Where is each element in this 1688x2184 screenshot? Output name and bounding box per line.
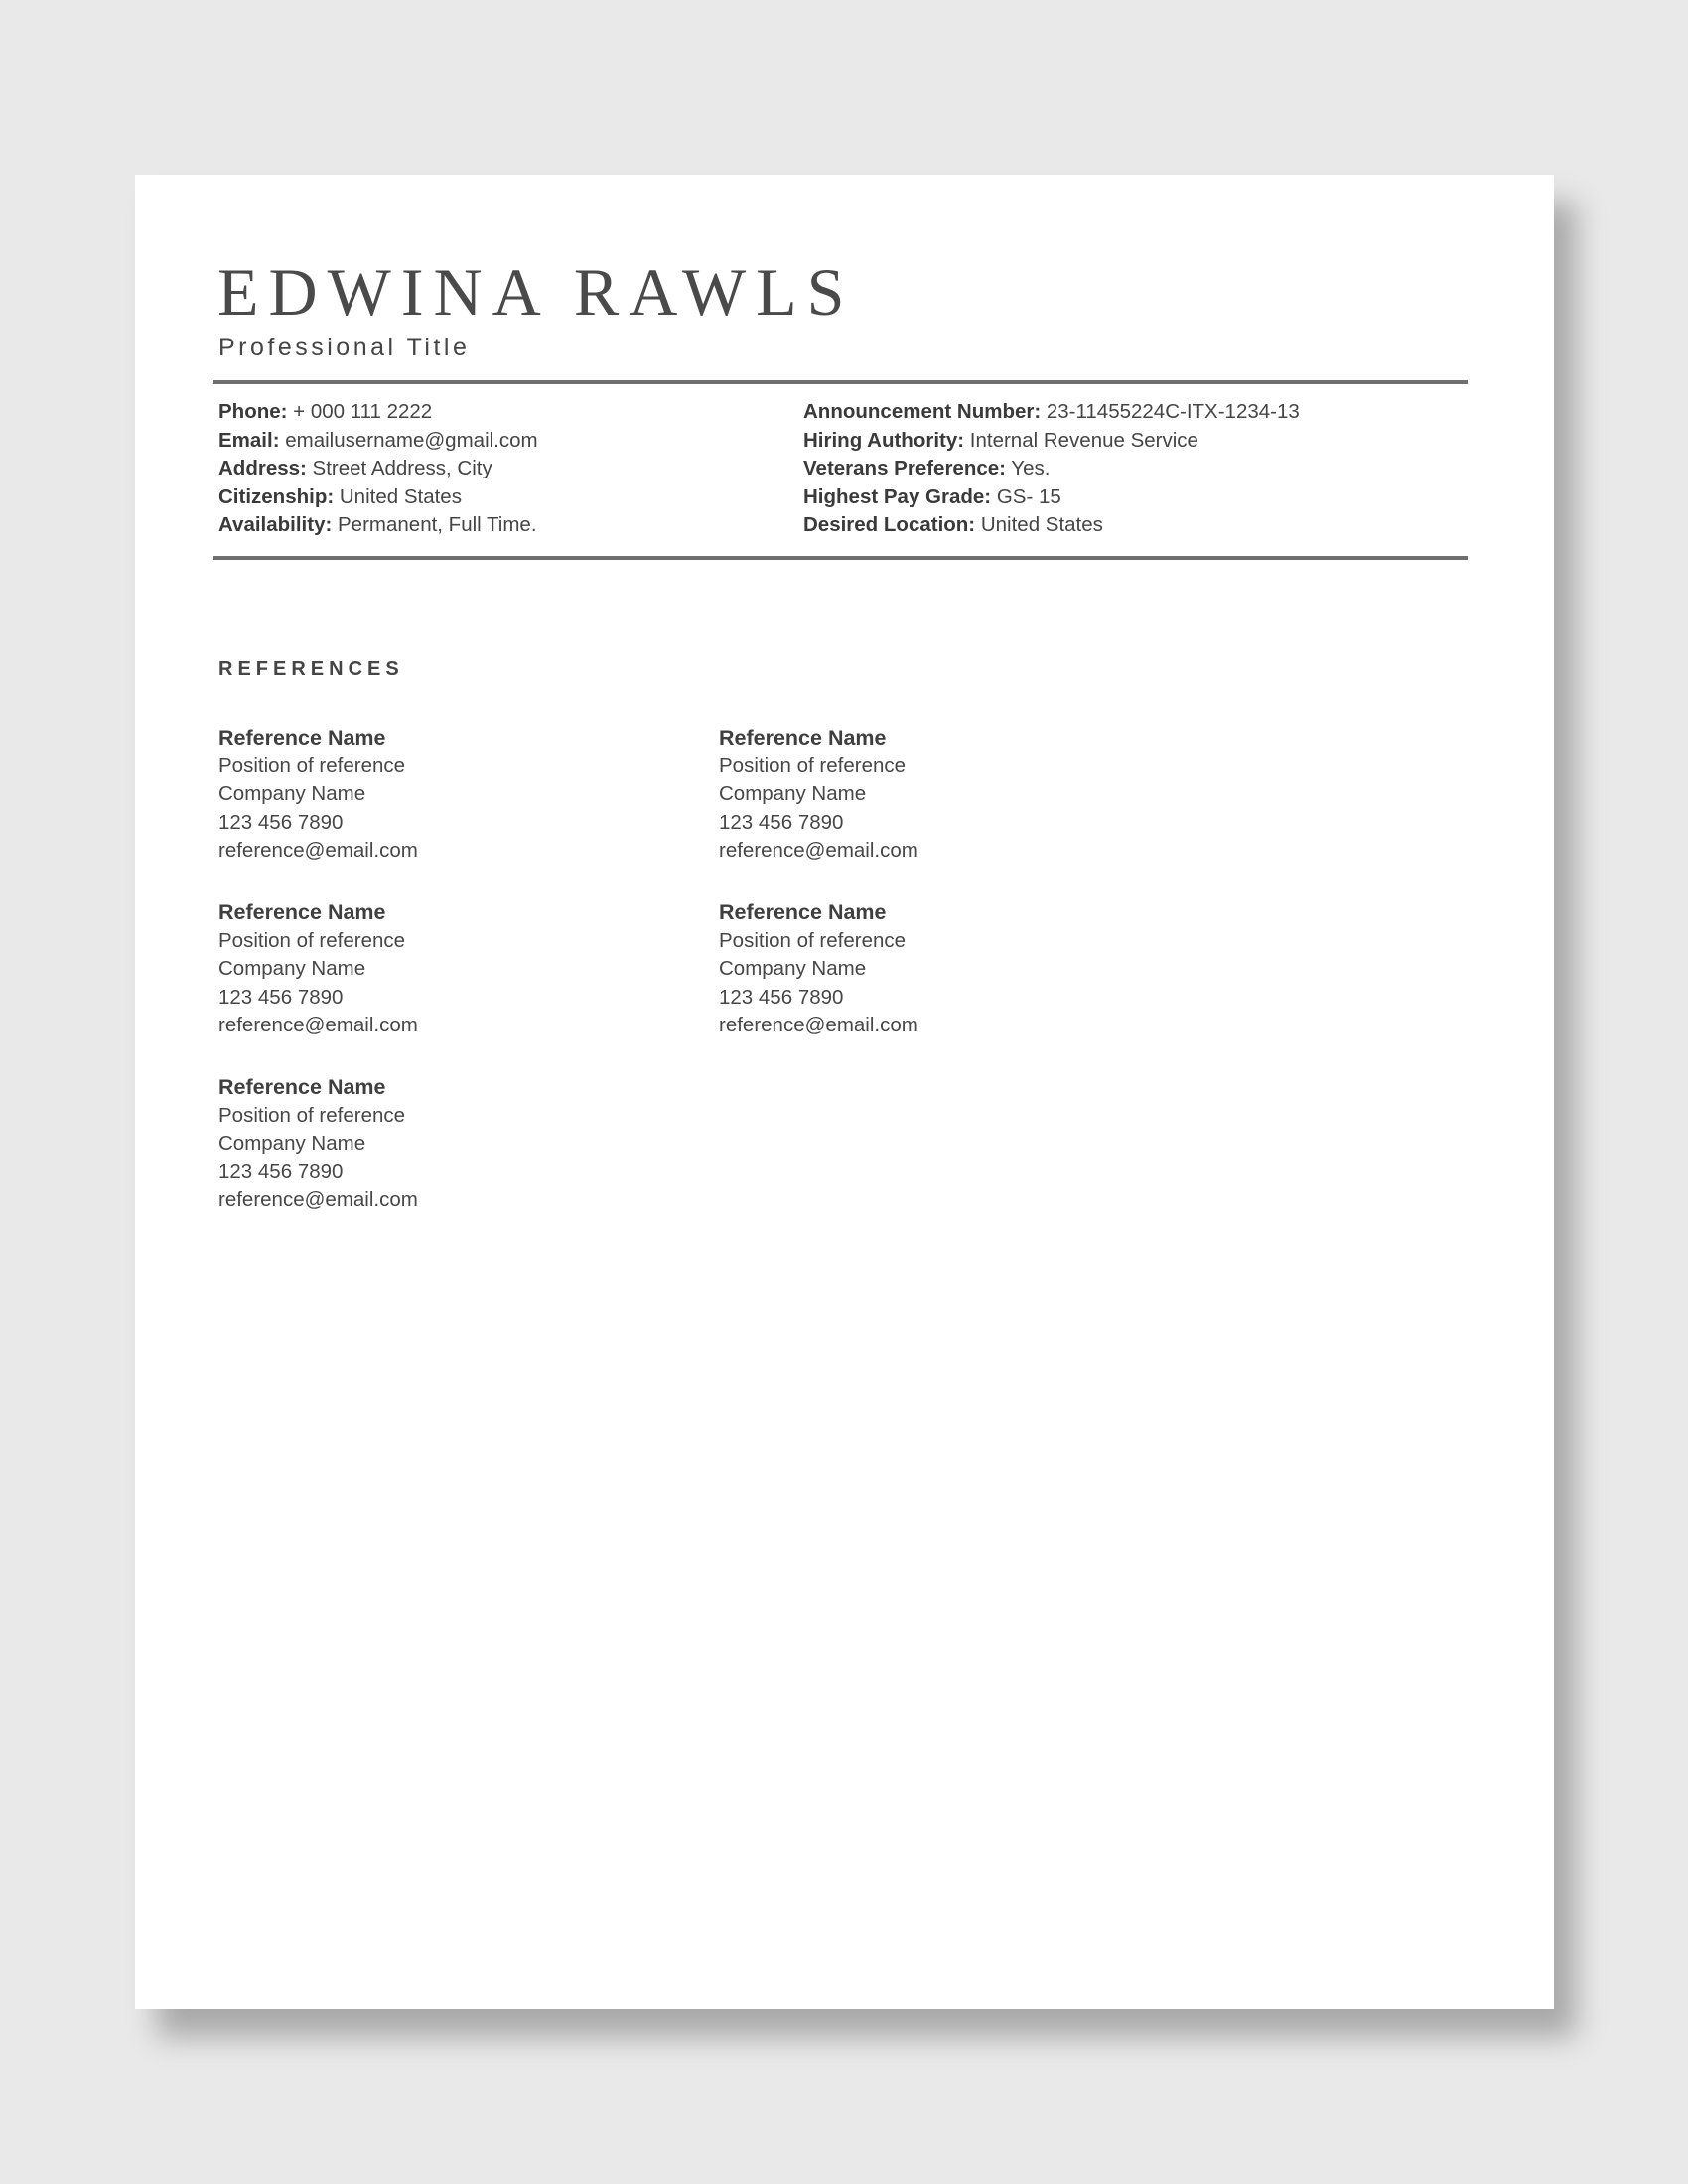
resume-page (135, 175, 1554, 2009)
info-email: Email: emailusername@gmail.com (218, 428, 538, 452)
reference-email: reference@email.com (218, 1188, 418, 1212)
info-announcement-number: Announcement Number: 23-11455224C-ITX-1234-13 (803, 400, 1300, 423)
reference-phone: 123 456 7890 (218, 810, 344, 834)
header-divider-bottom (213, 556, 1468, 560)
reference-email: reference@email.com (218, 1014, 418, 1037)
reference-company: Company Name (719, 957, 867, 981)
contact-info (218, 398, 538, 540)
info-address: Address: Street Address, City (218, 457, 492, 480)
reference-position: Position of reference (719, 754, 907, 777)
reference-company: Company Name (218, 1132, 366, 1156)
reference-company: Company Name (719, 782, 867, 806)
info-phone: Phone: + 000 111 2222 (218, 400, 433, 423)
reference-name: Reference Name (218, 900, 386, 924)
reference-position: Position of reference (218, 754, 406, 777)
reference-entry (719, 897, 1176, 1040)
reference-phone: 123 456 7890 (218, 985, 344, 1009)
reference-entry (218, 897, 675, 1040)
candidate-name: EDWINA RAWLS (217, 254, 855, 330)
info-highest-pay-grade: Highest Pay Grade: GS- 15 (803, 484, 1061, 508)
reference-company: Company Name (218, 957, 366, 981)
reference-entry (218, 723, 675, 866)
job-info (803, 398, 1300, 540)
info-desired-location: Desired Location: United States (803, 513, 1103, 537)
header-divider-top (213, 380, 1468, 384)
reference-position: Position of reference (719, 929, 907, 952)
reference-entry (218, 1072, 675, 1215)
reference-name: Reference Name (218, 1075, 386, 1099)
reference-phone: 123 456 7890 (218, 1160, 344, 1183)
reference-name: Reference Name (719, 900, 887, 924)
reference-email: reference@email.com (719, 839, 918, 863)
reference-name: Reference Name (218, 726, 386, 750)
reference-phone: 123 456 7890 (719, 985, 844, 1009)
info-hiring-authority: Hiring Authority: Internal Revenue Service (803, 428, 1198, 452)
reference-position: Position of reference (218, 929, 406, 952)
reference-phone: 123 456 7890 (719, 810, 844, 834)
info-citizenship: Citizenship: United States (218, 484, 462, 508)
professional-title: Professional Title (218, 334, 471, 361)
reference-position: Position of reference (218, 1104, 406, 1127)
reference-company: Company Name (218, 782, 366, 806)
references-heading: REFERENCES (218, 658, 404, 680)
reference-email: reference@email.com (719, 1014, 918, 1037)
reference-entry (719, 723, 1176, 866)
info-availability: Availability: Permanent, Full Time. (218, 513, 537, 537)
reference-name: Reference Name (719, 726, 887, 750)
info-veterans-preference: Veterans Preference: Yes. (803, 457, 1051, 480)
reference-email: reference@email.com (218, 839, 418, 863)
